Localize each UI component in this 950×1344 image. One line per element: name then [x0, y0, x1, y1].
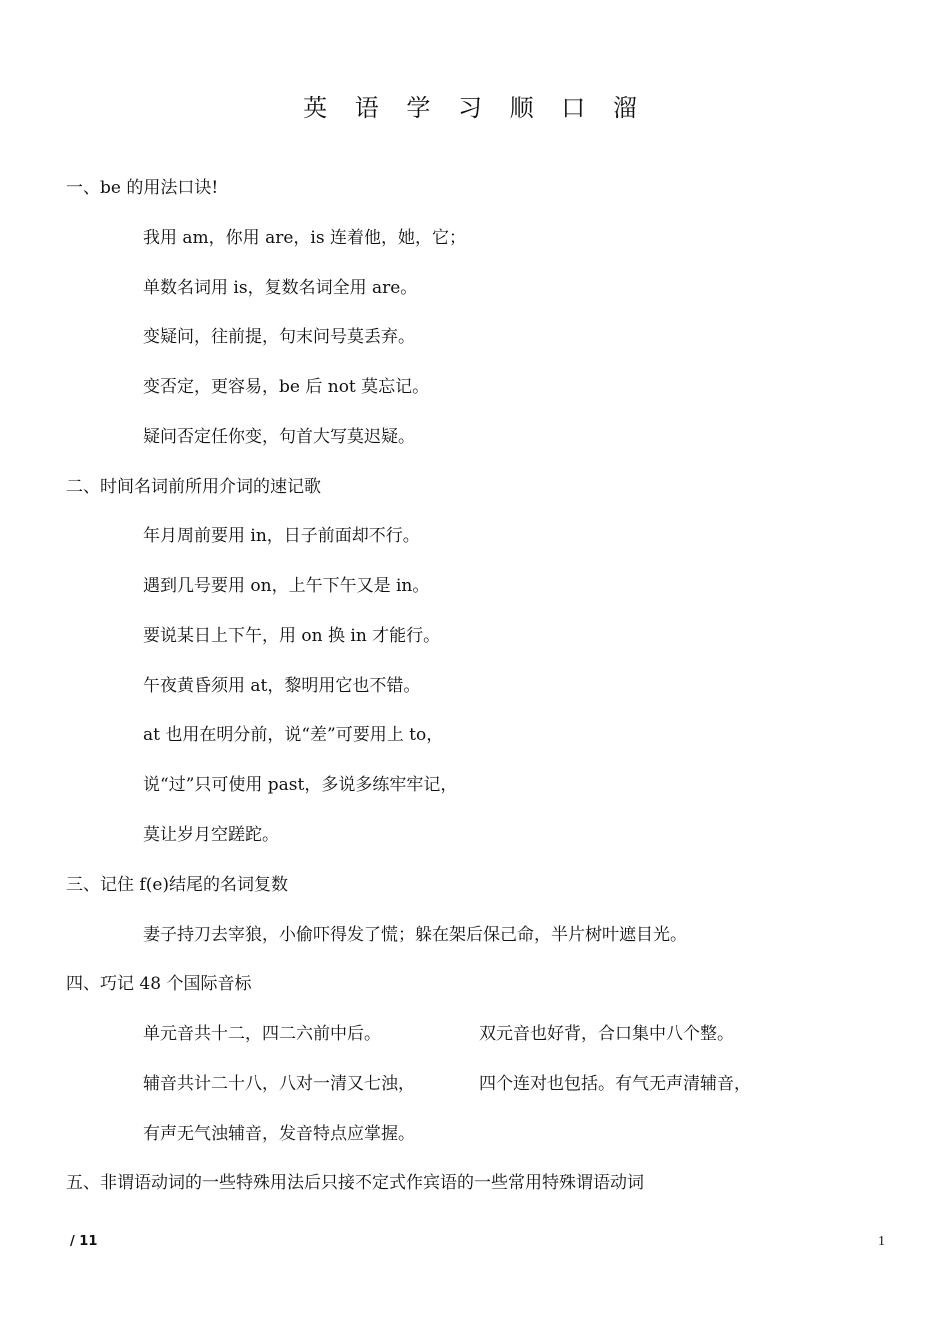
- body-line: 午夜黄昏须用 at，黎明用它也不错。: [143, 676, 421, 696]
- page-count: / 11: [70, 1234, 98, 1249]
- body-line: 莫让岁月空蹉跎。: [143, 825, 279, 845]
- body-line: 妻子持刀去宰狼，小偷吓得发了慌；躲在架后保己命，半片树叶遮目光。: [143, 925, 687, 945]
- body-line-right: 四个连对也包括。有气无声清辅音，: [479, 1074, 751, 1094]
- body-line: 我用 am，你用 are，is 连着他，她，它；: [143, 228, 466, 248]
- body-line: 单数名词用 is，复数名词全用 are。: [143, 278, 418, 298]
- body-line: 疑问否定任你变，句首大写莫迟疑。: [143, 427, 415, 447]
- body-line-right: 双元音也好背，合口集中八个整。: [479, 1024, 734, 1044]
- body-line: 遇到几号要用 on，上午下午又是 in。: [143, 576, 430, 596]
- body-line-left: 单元音共十二，四二六前中后。: [143, 1024, 381, 1044]
- body-line-left: 有声无气浊辅音，发音特点应掌握。: [143, 1124, 415, 1144]
- section-heading-be: 一、be 的用法口诀!: [66, 178, 219, 198]
- body-line: 变否定，更容易，be 后 not 莫忘记。: [143, 377, 430, 397]
- body-line: 说“过”只可使用 past，多说多练牢牢记，: [143, 775, 458, 795]
- document-title: 英 语 学 习 顺 口 溜: [303, 94, 647, 122]
- body-line: 变疑问，往前提，句末问号莫丢弃。: [143, 327, 415, 347]
- body-line: 年月周前要用 in，日子前面却不行。: [143, 526, 420, 546]
- section-heading-prepositions: 二、时间名词前所用介词的速记歌: [66, 477, 321, 497]
- page-number: 1: [878, 1234, 885, 1249]
- body-line: 要说某日上下午，用 on 换 in 才能行。: [143, 626, 441, 646]
- section-heading-phonetics: 四、巧记 48 个国际音标: [66, 974, 252, 994]
- body-line: at 也用在明分前，说“差”可要用上 to，: [143, 725, 444, 745]
- body-line-left: 辅音共计二十八，八对一清又七浊，: [143, 1074, 415, 1094]
- section-heading-nonfinite: 五、非谓语动词的一些特殊用法后只接不定式作宾语的一些常用特殊谓语动词: [66, 1173, 644, 1193]
- section-heading-plurals: 三、记住 f(e)结尾的名词复数: [66, 875, 289, 895]
